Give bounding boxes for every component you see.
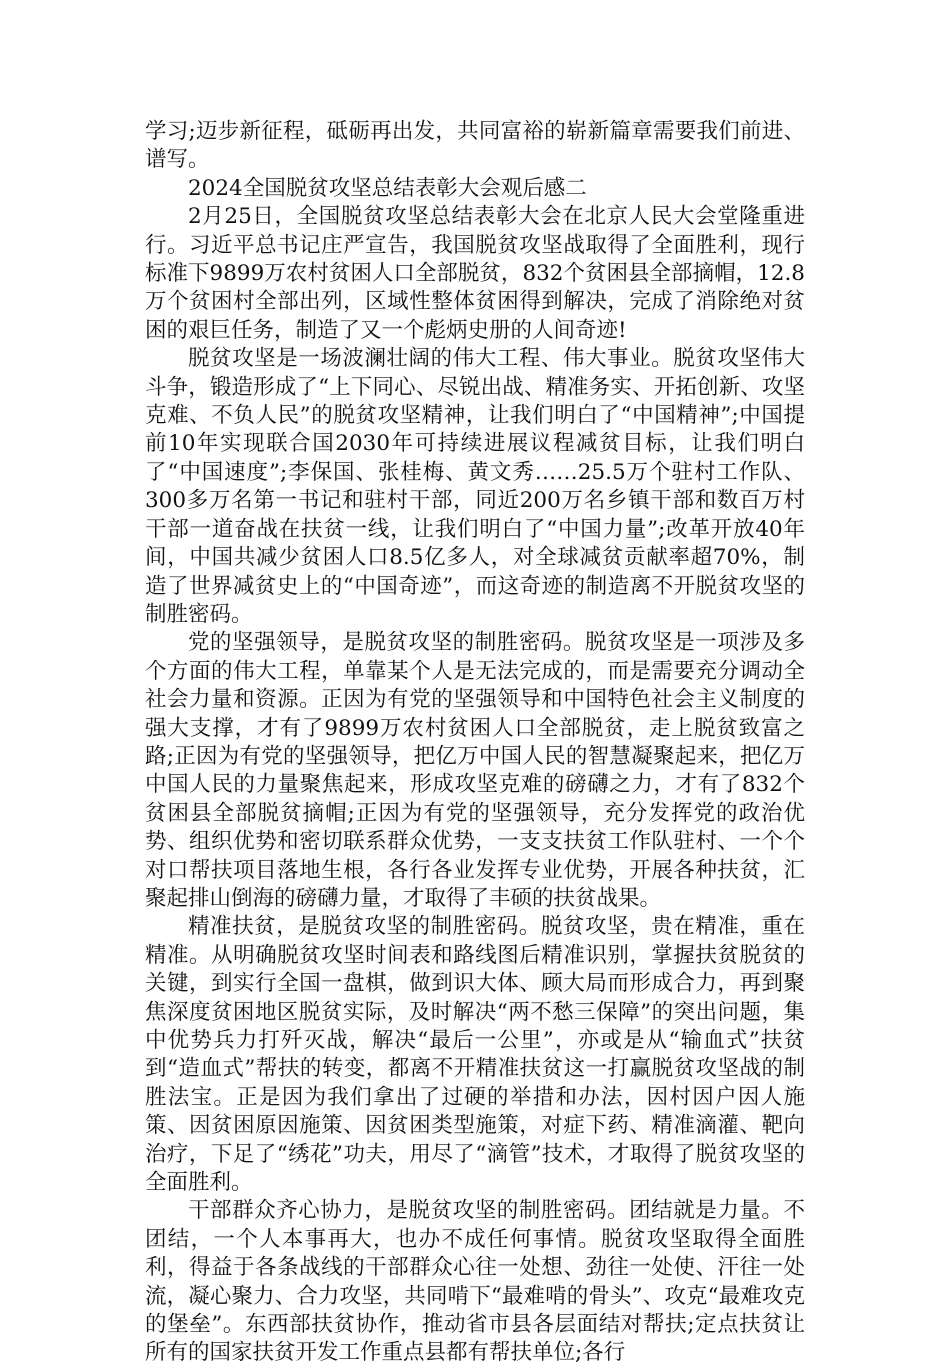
- paragraph: 脱贫攻坚是一场波澜壮阔的伟大工程、伟大事业。脱贫攻坚伟大斗争，锻造形成了“上下同心、尽锐出战、精准务实、开拓创新、攻坚克难、不负人民”的脱贫攻坚精神，让我们明白了“中国精神”;中国提前10年实现联合国2030年可持续进展议程减贫目标，让我们明白了“中国速度”;李保国、张桂梅、黄文秀……25.5万个驻村工作队、300多万名第一书记和驻村干部，同近200万名乡镇干部和数百万村干部一道奋战在扶贫一线，让我们明白了“中国力量”;改革开放40年间，中国共减少贫困人口8.5亿多人，对全球减贫贡献率超70%，制造了世界减贫史上的“中国奇迹”，而这奇迹的制造离不开脱贫攻坚的制胜密码。: [145, 346, 805, 627]
- paragraph: 精准扶贫，是脱贫攻坚的制胜密码。脱贫攻坚，贵在精准，重在精准。从明确脱贫攻坚时间表和路线图后精准识别，掌握扶贫脱贫的关键，到实行全国一盘棋，做到识大体、顾大局而形成合力，再到聚焦深度贫困地区脱贫实际，及时解决“两不愁三保障”的突出问题，集中优势兵力打歼灭战，解决“最后一公里”，亦或是从“输血式”扶贫到“造血式”帮扶的转变，都离不开精准扶贫这一打赢脱贫攻坚战的制胜法宝。正是因为我们拿出了过硬的举措和办法，因村因户因人施策、因贫困原因施策、因贫困类型施策，对症下药、精准滴灌、靶向治疗，下足了“绣花”功夫，用尽了“滴管”技术，才取得了脱贫攻坚的全面胜利。: [145, 914, 805, 1196]
- paragraph: 党的坚强领导，是脱贫攻坚的制胜密码。脱贫攻坚是一项涉及多个方面的伟大工程，单靠某个人是无法完成的，而是需要充分调动全社会力量和资源。正因为有党的坚强领导和中国特色社会主义制度的强大支撑，才有了9899万农村贫困人口全部脱贫，走上脱贫致富之路;正因为有党的坚强领导，把亿万中国人民的智慧凝聚起来，把亿万中国人民的力量聚焦起来，形成攻坚克难的磅礴之力，才有了832个贫困县全部脱贫摘帽;正因为有党的坚强领导，充分发挥党的政治优势、组织优势和密切联系群众优势，一支支扶贫工作队驻村、一个个对口帮扶项目落地生根，各行各业发挥专业优势，开展各种扶贫，汇聚起排山倒海的磅礴力量，才取得了丰硕的扶贫战果。: [145, 630, 805, 911]
- paragraph: 2月25日，全国脱贫攻坚总结表彰大会在北京人民大会堂隆重进行。习近平总书记庄严宣告，我国脱贫攻坚战取得了全面胜利，现行标准下9899万农村贫困人口全部脱贫，832个贫困县全部摘帽，12.8万个贫困村全部出列，区域性整体贫困得到解决，完成了消除绝对贫困的艰巨任务，制造了又一个彪炳史册的人间奇迹!: [145, 204, 805, 343]
- paragraph: 干部群众齐心协力，是脱贫攻坚的制胜密码。团结就是力量。不团结，一个人本事再大，也办不成任何事情。脱贫攻坚取得全面胜利，得益于各条战线的干部群众心往一处想、劲往一处使、汗往一处流，凝心聚力、合力攻坚，共同啃下“最难啃的骨头”、攻克“最难攻克的堡垒”。东西部扶贫协作，推动省市县各层面结对帮扶;定点扶贫让所有的国家扶贫开发工作重点县都有帮扶单位;各行: [145, 1198, 805, 1366]
- article-title: 2024全国脱贫攻坚总结表彰大会观后感二: [188, 175, 587, 201]
- paragraph-continuation: 学习;迈步新征程，砥砺再出发，共同富裕的崭新篇章需要我们前进、谱写。: [145, 119, 805, 173]
- document-page: [145, 118, 805, 1368]
